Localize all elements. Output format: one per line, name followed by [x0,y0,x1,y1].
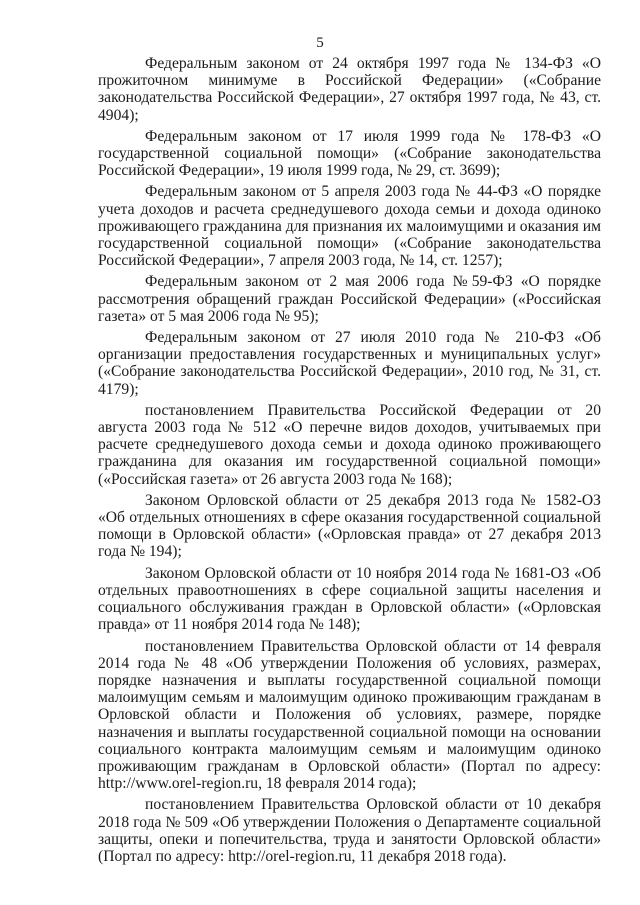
paragraph-oryol-resolution-48: постановлением Правительства Орловской области от 14 февраля 2014 года № 48 «Об утверждении Положения об условиях, размерах, порядке назначения и выплаты государственной социальной помощи малоимущим семьям и малоимущим одиноко проживающим гражданам в Орловской области и Положения об условиях, размере, порядке назначения и выплаты государственной социальной помощи на основании социального контракта малоимущим семьям и малоимущим одиноко проживающим гражданам в Орловской области» (Портал по адресу: http://www.orel-region.ru, 18 февраля 2014 года); [98,637,601,793]
document-body [98,55,601,865]
paragraph-federal-law-59fz: Федеральным законом от 2 мая 2006 года №59-ФЗ «О порядке рассмотрения обращений граждан Российской Федерации» («Российская газета» от 5 мая 2006 года № 95); [98,273,601,325]
paragraph-rf-government-resolution-512: постановлением Правительства Российской Федерации от 20 августа 2003 года № 512 «О перечне видов доходов, учитываемых при расчете среднедушевого дохода семьи и дохода одиноко проживающего гражданина для оказания им государственной социальной помощи» («Российская газета» от 26 августа 2003 года № 168); [98,401,601,488]
paragraph-federal-law-178fz: Федеральным законом от 17 июля 1999 года № 178-ФЗ «О государственной социальной помощи» («Собрание законодательства Российской Федерации», 19 июля 1999 года, № 29, ст. 3699); [98,127,601,180]
page-number: 5 [316,35,324,51]
paragraph-federal-law-44fz: Федеральным законом от 5 апреля 2003 года № 44-ФЗ «О порядке учета доходов и расчета среднедушевого дохода семьи и дохода одиноко проживающего гражданина для признания их малоимущими и оказания им государственной социальной помощи» («Собрание законодательства Российской Федерации», 7 апреля 2003 года, № 14, ст. 1257); [98,183,601,270]
paragraph-federal-law-134fz: Федеральным законом от 24 октября 1997 года № 134-ФЗ «О прожиточном минимуме в Российской Федерации» («Собрание законодательства Российской Федерации», 27 октября 1997 года, № 43, ст. 4904); [98,55,601,124]
paragraph-oryol-law-1681oz: Законом Орловской области от 10 ноября 2014 года № 1681-ОЗ «Об отдельных правоотношениях в сфере социальной защиты населения и социального обслуживания граждан в Орловской области» («Орловская правда» от 11 ноября 2014 года № 148); [98,564,601,634]
paragraph-federal-law-210fz: Федеральным законом от 27 июля 2010 года № 210-ФЗ «Об организации предоставления государственных и муниципальных услуг» («Собрание законодательства Российской Федерации», 2010 год, № 31, ст. 4179); [98,329,601,398]
paragraph-oryol-law-1582oz: Законом Орловской области от 25 декабря 2013 года № 1582-ОЗ «Об отдельных отношениях в сфере оказания государственной социальной помощи в Орловской области» («Орловская правда» от 27 декабря 2013 года № 194); [98,491,601,561]
paragraph-oryol-resolution-509: постановлением Правительства Орловской области от 10 декабря 2018 года № 509 «Об утверждении Положения о Департаменте социальной защиты, опеки и попечительства, труда и занятости Орловской области» (Портал по адресу: http://orel-region.ru, 11 декабря 2018 года). [98,796,601,865]
